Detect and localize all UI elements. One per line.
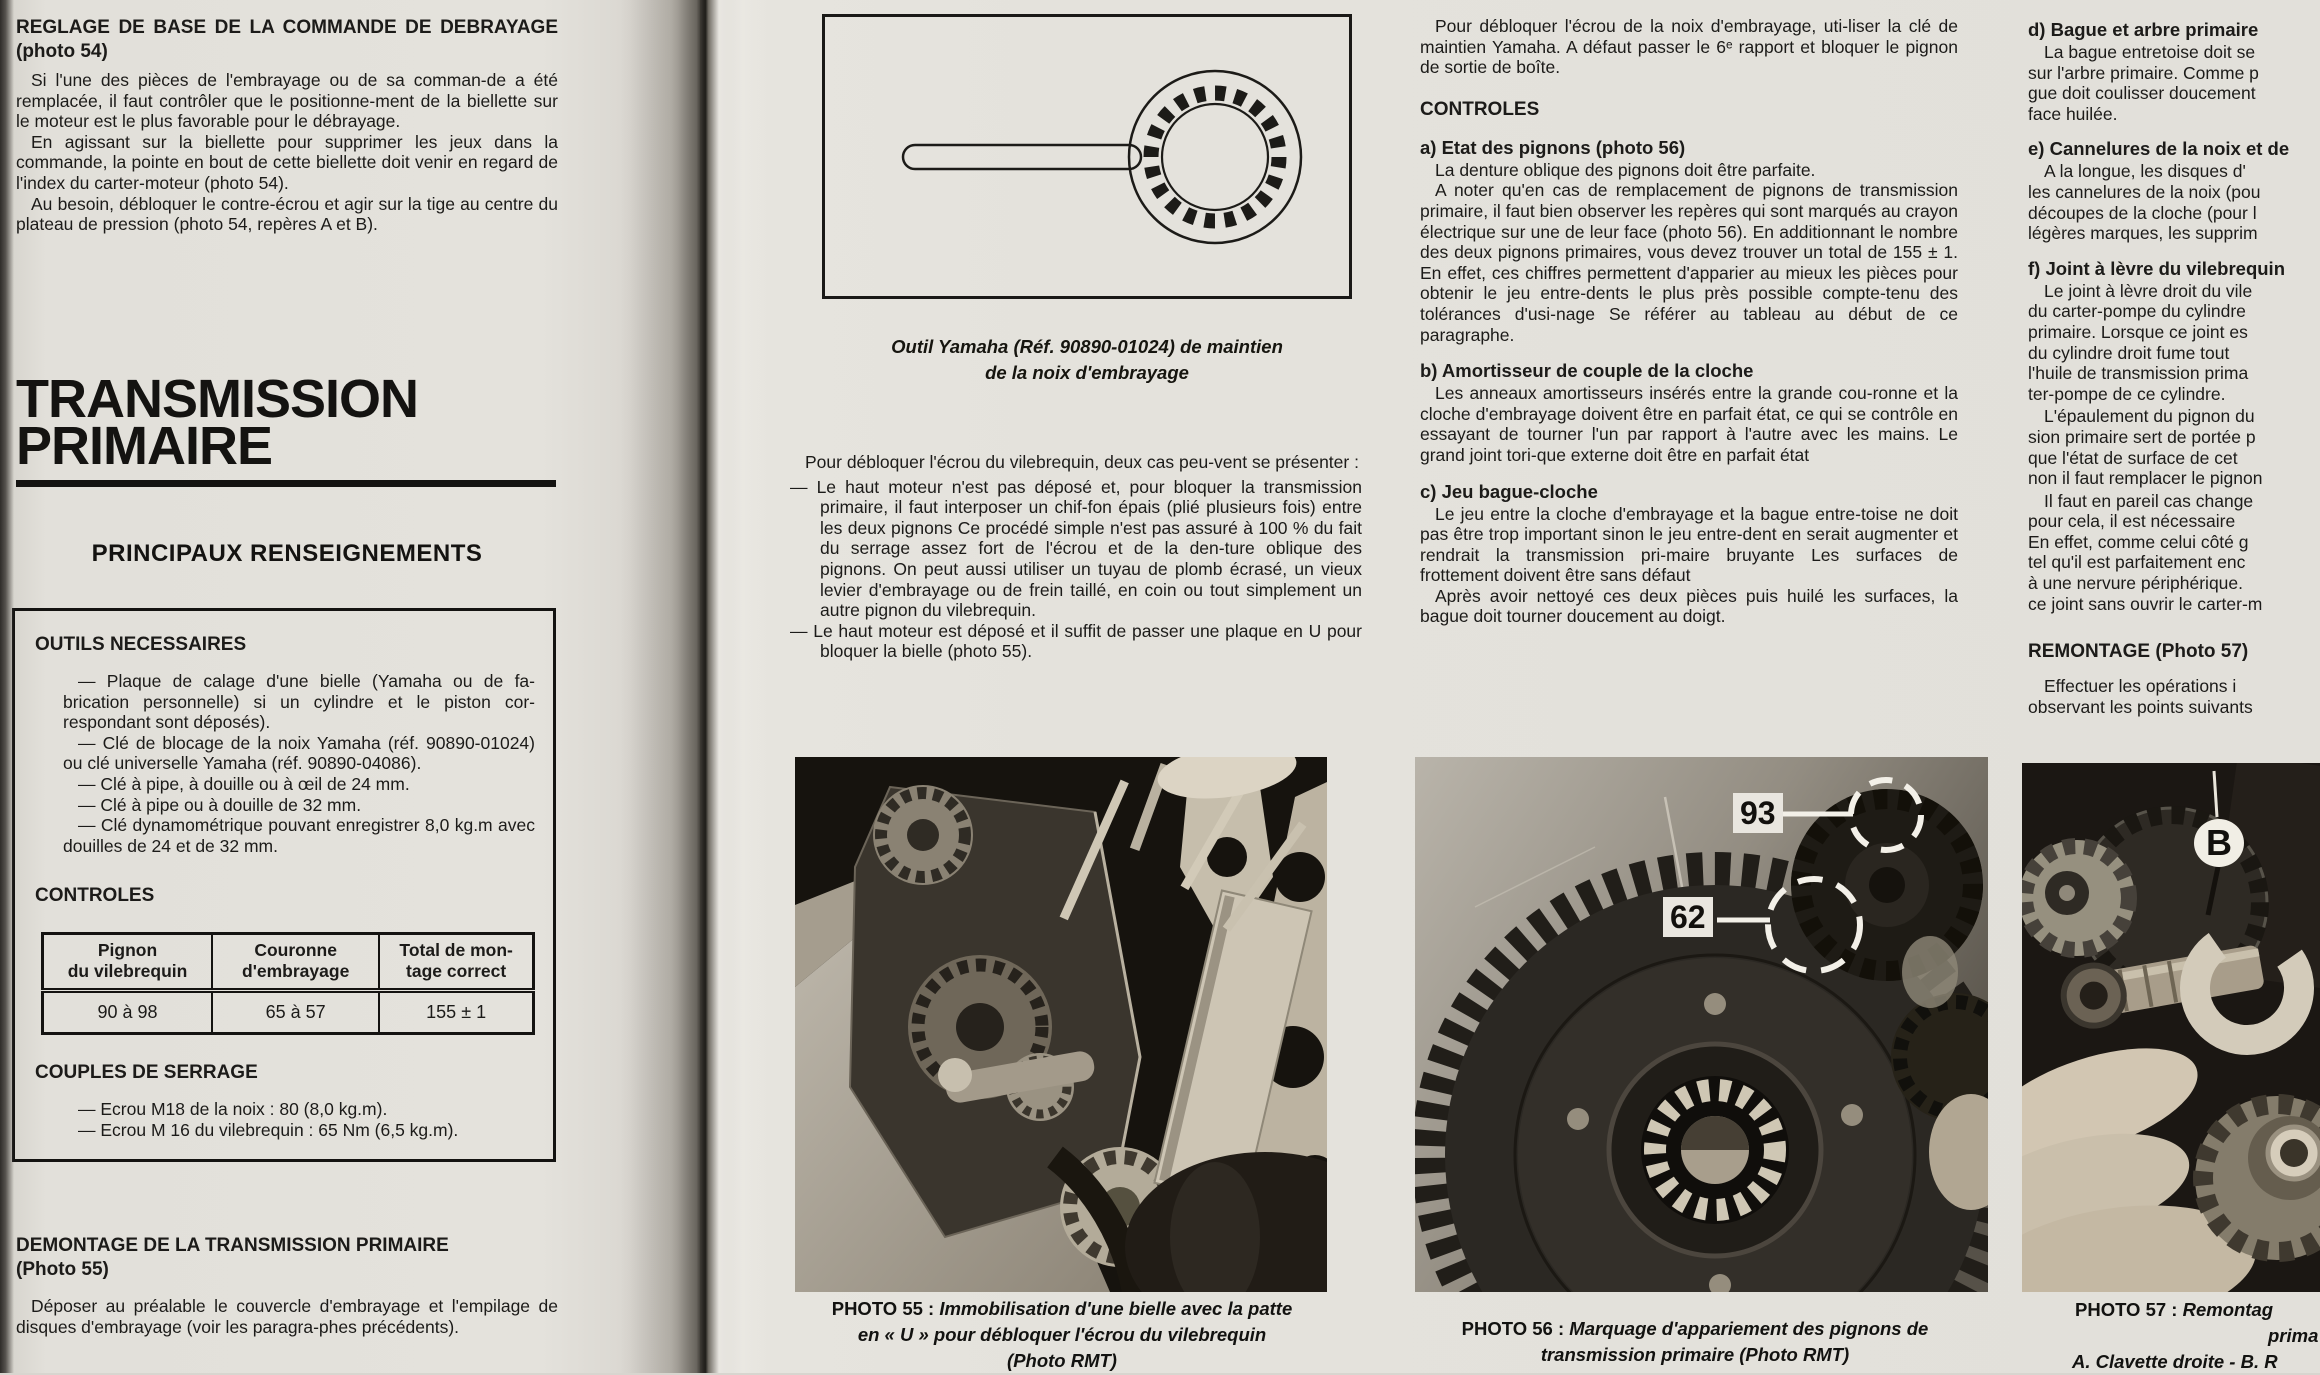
tools-heading: OUTILS NECESSAIRES <box>35 634 247 655</box>
tool-item: — Clé à pipe, à douille ou à œil de 24 mm. <box>78 773 410 794</box>
text-line: Effectuer les opérations i <box>2044 676 2237 697</box>
paragraph: Le jeu entre la cloche d'embrayage et la bague entre-toise ne doit pas être trop important sinon le jeu entre-dent en serait augmenter et rendrait la transmission pri-maire bruyante Les surfaces de frottement doivent être sans défaut <box>1420 503 1958 586</box>
photo-57 <box>2022 763 2320 1292</box>
heading-f: f) Joint à lèvre du vilebrequin <box>2028 257 2285 279</box>
text-line: ce joint sans ouvrir le carter-m <box>2028 593 2263 614</box>
remontage-heading: REMONTAGE (Photo 57) <box>2028 641 2249 663</box>
subsection-heading: PRINCIPAUX RENSEIGNEMENTS <box>91 540 483 567</box>
text-line: Il faut en pareil cas change <box>2044 490 2254 511</box>
text-line: A la longue, les disques d' <box>2044 161 2246 182</box>
text-line: La bague entretoise doit se <box>2044 42 2256 62</box>
controls-heading: CONTROLES <box>35 885 155 907</box>
torque-list <box>35 1099 535 1140</box>
text-line: face huilée. <box>2028 103 2118 124</box>
text-line: L'épaulement du pignon du <box>2044 406 2255 427</box>
paragraph: La denture oblique des pignons doit être parfaite. <box>1435 159 1816 180</box>
text-line: du carter-pompe du cylindre <box>2028 301 2246 322</box>
section-title <box>16 369 558 476</box>
table-header-row <box>43 934 534 991</box>
text-line: pour cela, il est nécessaire <box>2028 511 2236 532</box>
photo-55 <box>795 757 1327 1292</box>
tool-item: — Plaque de calage d'une bielle (Yamaha ou de fa-brication personnelle) si un cylindre et le piston cor-respondant sont déposés). <box>63 671 535 733</box>
tools-list <box>35 671 535 856</box>
text-line: découpes de la cloche (pour l <box>2028 202 2257 223</box>
text-line: Le joint à lèvre droit du vile <box>2044 280 2253 301</box>
reglage-heading-line1: REGLAGE DE BASE DE LA COMMANDE DE DEBRAYAGE <box>16 17 558 38</box>
text-line: non il faut remplacer le pignon <box>2028 468 2263 489</box>
text-line: tel qu'il est parfaitement enc <box>2028 552 2246 573</box>
tool-item: — Clé dynamométrique pouvant enregistrer 8,0 kg.m avec douilles de 24 et de 32 mm. <box>63 815 535 856</box>
info-box <box>12 608 556 1162</box>
section-title-line2: PRIMAIRE <box>16 416 273 476</box>
heading-a: a) Etat des pignons (photo 56) <box>1420 136 1686 158</box>
controls-heading-2: CONTROLES <box>1420 98 1540 120</box>
reglage-section-heading <box>16 16 558 64</box>
scan-left-edge <box>0 0 14 1373</box>
photo-56-caption-label: PHOTO 56 : <box>1461 1318 1570 1339</box>
text-line: observant les points suivants <box>2028 696 2253 717</box>
heading-c: c) Jeu bague-cloche <box>1420 480 1598 502</box>
photo-56-illustration <box>1415 757 1988 1292</box>
tool-item: — Clé de blocage de la noix Yamaha (réf. 90890-01024) ou clé universelle Yamaha (réf. 90890-04086). <box>63 732 535 774</box>
photo-55-caption-label: PHOTO 55 : <box>831 1298 940 1319</box>
photo-57-label-b: B <box>2194 819 2244 867</box>
table-header-cell: Couronne d'embrayage <box>212 934 379 991</box>
photo-55-caption <box>827 1296 1297 1374</box>
paragraph: Au besoin, débloquer le contre-écrou et agir sur la tige au centre du plateau de pression (photo 54, repères A et B). <box>16 193 558 235</box>
text-line: du cylindre droit fume tout <box>2028 342 2230 363</box>
torque-heading: COUPLES DE SERRAGE <box>35 1062 258 1084</box>
photo-55-illustration <box>795 757 1327 1292</box>
demontage-paragraph: Déposer au préalable le couvercle d'embrayage et l'empilage de disques d'embrayage (voir les paragra-phes précédents). <box>16 1296 558 1337</box>
table-header-cell: Pignon du vilebrequin <box>43 934 213 991</box>
photo-56-label-62: 62 <box>1663 897 1713 937</box>
column4-text <box>2028 18 2320 717</box>
table-cell: 65 à 57 <box>212 991 379 1034</box>
photo-56-caption <box>1425 1316 1965 1368</box>
paragraph: Après avoir nettoyé ces deux pièces puis huilé les surfaces, la bague doit tourner doucement au doigt. <box>1420 585 1958 627</box>
demontage-heading: DEMONTAGE DE LA TRANSMISSION PRIMAIRE (Photo 55) <box>16 1235 449 1280</box>
photo-56-label-93: 93 <box>1733 793 1783 833</box>
page-gutter <box>620 0 770 1373</box>
column2-text <box>790 452 1362 662</box>
paragraph: Les anneaux amortisseurs insérés entre la grande cou-ronne et la cloche d'embrayage doivent être en parfait état, ce qui se contrôle en essayant de tourner l'un par rapport à l'autre avec les mains. Le grand joint tori-que externe doit être en parfait état <box>1420 383 1958 465</box>
bullet-item: — Le haut moteur est déposé et il suffit de passer une plaque en U pour bloquer la bielle (photo 55). <box>790 620 1362 662</box>
bullet-item: — Le haut moteur n'est pas déposé et, pour bloquer la transmission primaire, il faut interposer un chif-fon épais (plié plusieurs fois) entre les deux pignons Ce procédé simple n'est pas assuré à 100 % du fait du serrage assez fort de l'écrou et de la den-ture oblique des pignons. On peut aussi utiliser un tuyau de plomb écrasé, un vieux levier d'embrayage ou de frein taillé, en coin ou tout simplement un autre pignon du vilebrequin. <box>790 476 1362 621</box>
tool-item: — Clé à pipe ou à douille de 32 mm. <box>78 794 362 815</box>
heading-e: e) Cannelures de la noix et de <box>2028 138 2290 160</box>
text-line: à une nervure périphérique. <box>2028 573 2244 594</box>
clutch-holding-tool-drawing <box>825 17 1349 296</box>
photo-57-caption-line1: PHOTO 57 : Remontag <box>2075 1299 2274 1320</box>
text-line: légères marques, les supprim <box>2028 223 2258 244</box>
paragraph: Pour débloquer l'écrou de la noix d'embrayage, uti-liser la clé de maintien Yamaha. A défaut passer le 6ᵉ rapport et bloquer le pignon de sortie de boîte. <box>1420 16 1958 78</box>
reglage-paragraphs <box>16 70 558 235</box>
photo-55-caption-text: Immobilisation d'une bielle avec la patte en « U » pour débloquer l'écrou du vilebrequin (Photo RMT) <box>857 1298 1293 1371</box>
text-line: l'huile de transmission prima <box>2028 363 2249 384</box>
text-line: En effet, comme celui côté g <box>2028 531 2249 552</box>
tool-diagram-caption: Outil Yamaha (Réf. 90890-01024) de maintien de la noix d'embrayage <box>891 336 1283 383</box>
heading-d: d) Bague et arbre primaire <box>2028 19 2259 40</box>
table-cell: 155 ± 1 <box>379 991 533 1034</box>
table-row <box>43 991 534 1034</box>
text-line: sion primaire sert de portée p <box>2028 426 2256 447</box>
heading-b: b) Amortisseur de couple de la cloche <box>1420 360 1754 382</box>
text-line: ter-pompe de ce cylindre. <box>2028 383 2226 404</box>
table-header-cell: Total de mon- tage correct <box>379 934 533 991</box>
text-line: que l'état de surface de cet <box>2028 447 2238 468</box>
photo-56 <box>1415 757 1988 1292</box>
text-line: sur l'arbre primaire. Comme p <box>2028 62 2259 83</box>
title-rule <box>16 480 556 487</box>
text-line: primaire. Lorsque ce joint es <box>2028 321 2248 342</box>
paragraph: En agissant sur la biellette pour supprimer les jeux dans la commande, la pointe en bout de cette biellette doit venir en regard de l'index du carter-moteur (photo 54). <box>16 131 558 193</box>
section-title-line1: TRANSMISSION <box>16 369 419 429</box>
torque-item: — Ecrou M 16 du vilebrequin : 65 Nm (6,5 kg.m). <box>78 1119 459 1140</box>
text-line: les cannelures de la noix (pou <box>2028 181 2261 202</box>
photo-56-caption-text: Marquage d'appariement des pignons de transmission primaire (Photo RMT) <box>1540 1318 1929 1365</box>
paragraph: Si l'une des pièces de l'embrayage ou de sa comman-de a été remplacée, il faut contrôler que le positionne-ment de la biellette sur le moteur est le plus favorable pour le débrayage. <box>16 70 558 132</box>
torque-item: — Ecrou M18 de la noix : 80 (8,0 kg.m). <box>78 1099 388 1120</box>
photo-57-caption-line2: prima <box>2268 1325 2319 1346</box>
paragraph: A noter qu'en cas de remplacement de pignons de transmission primaire, il faut bien observer les repères qui sont marqués au crayon électrique sur une de leur face (photo 56). En additionnant le nombre des deux pignons primaires, vous devez trouver un total de 155 ± 1. En effet, ces chiffres permettent d'apparier au mieux les pièces pour obtenir le jeu entre-dents le plus près possible compte-tenu des tolérances d'usi-nage Se référer au tableau au début de ce paragraphe. <box>1420 180 1958 345</box>
photo-57-illustration <box>2022 763 2320 1292</box>
reglage-heading-line2: (photo 54) <box>16 41 108 62</box>
gear-pairing-table <box>41 932 535 1035</box>
tool-diagram <box>822 14 1352 299</box>
column3-text <box>1420 16 1958 627</box>
table-cell: 90 à 98 <box>43 991 213 1034</box>
paragraph: Pour débloquer l'écrou du vilebrequin, deux cas peu-vent se présenter : <box>805 452 1359 472</box>
photo-57-caption-line3: A. Clavette droite - B. R <box>2072 1351 2278 1372</box>
text-line: gue doit coulisser doucement <box>2028 83 2256 104</box>
